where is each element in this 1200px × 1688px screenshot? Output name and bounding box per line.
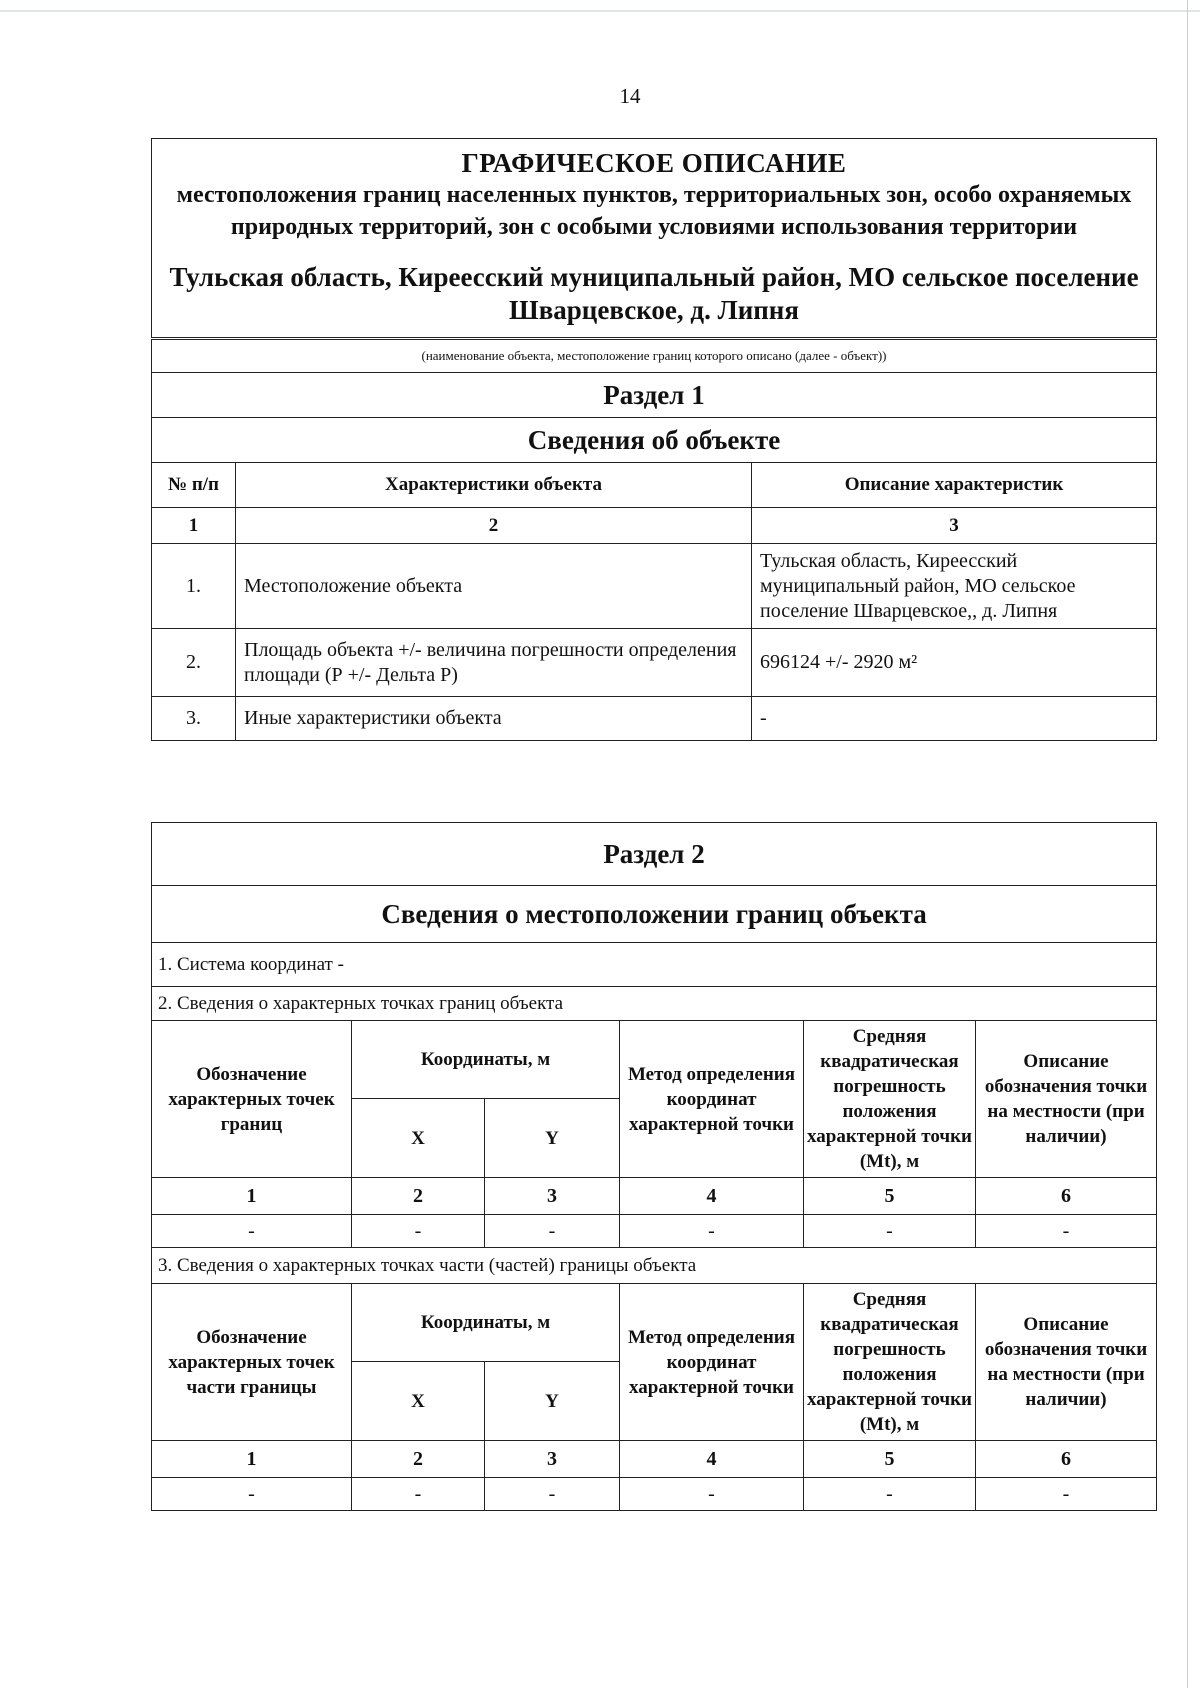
- row-value: 696124 +/- 2920 м²: [752, 629, 1157, 697]
- col-header-part-point-designation: Обозначение характерных точек части границы: [152, 1284, 352, 1441]
- col-header-y: Y: [485, 1099, 620, 1178]
- section1-title: Раздел 1: [152, 373, 1157, 418]
- col-index: 2: [352, 1178, 485, 1215]
- scan-edge-right: [1187, 0, 1188, 1688]
- row-number: 3.: [152, 697, 236, 741]
- col-header-error: Средняя квадратическая погрешность положения характерной точки (Mt), м: [804, 1284, 976, 1441]
- col-header-characteristics: Характеристики объекта: [236, 463, 752, 508]
- col-index: 5: [804, 1441, 976, 1478]
- section1-table: [151, 138, 1157, 741]
- col-index: 2: [352, 1441, 485, 1478]
- col-header-coordinates: Координаты, м: [352, 1284, 620, 1362]
- col-header-method: Метод определения координат характерной точки: [620, 1284, 804, 1441]
- object-name-hint: (наименование объекта, местоположение границ которого описано (далее - объект)): [152, 339, 1157, 373]
- section2-title: Раздел 2: [152, 823, 1157, 886]
- col-header-point-designation: Обозначение характерных точек границ: [152, 1021, 352, 1178]
- col-header-x: X: [352, 1099, 485, 1178]
- row-value: Тульская область, Киреесский муниципальный район, МО сельское поселение Шварцевское,, д. Липня: [752, 544, 1157, 629]
- col-index: 6: [976, 1441, 1157, 1478]
- col-index: 4: [620, 1441, 804, 1478]
- coordinate-system: 1. Система координат -: [152, 943, 1157, 987]
- table-cell: -: [620, 1478, 804, 1511]
- table-row: [152, 697, 1157, 741]
- row-value: -: [752, 697, 1157, 741]
- col-header-x: X: [352, 1362, 485, 1441]
- col-index: 3: [485, 1441, 620, 1478]
- section1-subtitle: Сведения об объекте: [152, 418, 1157, 463]
- table-row: [152, 629, 1157, 697]
- document-title: ГРАФИЧЕСКОЕ ОПИСАНИЕ: [461, 148, 847, 178]
- row-characteristic: Местоположение объекта: [236, 544, 752, 629]
- table-cell: -: [976, 1478, 1157, 1511]
- region-line-1: Тульская область, Киреесский муниципальный район, МО сельское поселение: [169, 262, 1139, 292]
- col-header-number: № п/п: [152, 463, 236, 508]
- table-cell: -: [804, 1215, 976, 1248]
- section2-table: [151, 822, 1157, 1511]
- col-index-3: 3: [752, 508, 1157, 544]
- col-header-coordinates: Координаты, м: [352, 1021, 620, 1099]
- region-line-2: Шварцевское, д. Липня: [509, 295, 799, 325]
- table-cell: -: [352, 1478, 485, 1511]
- table-cell: -: [152, 1478, 352, 1511]
- row-characteristic: Иные характеристики объекта: [236, 697, 752, 741]
- col-index: 1: [152, 1441, 352, 1478]
- scan-edge-top: [0, 10, 1200, 12]
- table-row: [152, 1478, 1157, 1511]
- page-number: 14: [619, 84, 641, 108]
- col-header-point-description: Описание обозначения точки на местности (при наличии): [976, 1021, 1157, 1178]
- table-cell: -: [976, 1215, 1157, 1248]
- col-header-method: Метод определения координат характерной точки: [620, 1021, 804, 1178]
- document-subtitle: местоположения границ населенных пунктов, территориальных зон, особо охраняемых природных территорий, зон с особыми условиями использования территории: [176, 182, 1132, 240]
- col-index: 1: [152, 1178, 352, 1215]
- table-cell: -: [620, 1215, 804, 1248]
- table-row: [152, 1215, 1157, 1248]
- title-block: [152, 139, 1157, 339]
- table-cell: -: [485, 1478, 620, 1511]
- table-cell: -: [485, 1215, 620, 1248]
- table-row: [152, 544, 1157, 629]
- col-index: 4: [620, 1178, 804, 1215]
- table-cell: -: [804, 1478, 976, 1511]
- table-cell: -: [352, 1215, 485, 1248]
- col-index: 6: [976, 1178, 1157, 1215]
- table-cell: -: [152, 1215, 352, 1248]
- col-index-1: 1: [152, 508, 236, 544]
- col-header-y: Y: [485, 1362, 620, 1441]
- col-header-error: Средняя квадратическая погрешность положения характерной точки (Mt), м: [804, 1021, 976, 1178]
- col-header-description: Описание характеристик: [752, 463, 1157, 508]
- row-number: 2.: [152, 629, 236, 697]
- row-number: 1.: [152, 544, 236, 629]
- region-name: [166, 261, 1142, 327]
- section2-subtitle: Сведения о местоположении границ объекта: [152, 886, 1157, 943]
- col-index: 5: [804, 1178, 976, 1215]
- col-index-2: 2: [236, 508, 752, 544]
- row-characteristic: Площадь объекта +/- величина погрешности определения площади (Р +/- Дельта Р): [236, 629, 752, 697]
- points-section-title: 2. Сведения о характерных точках границ объекта: [152, 987, 1157, 1021]
- col-header-point-description: Описание обозначения точки на местности (при наличии): [976, 1284, 1157, 1441]
- parts-section-title: 3. Сведения о характерных точках части (частей) границы объекта: [152, 1248, 1157, 1284]
- col-index: 3: [485, 1178, 620, 1215]
